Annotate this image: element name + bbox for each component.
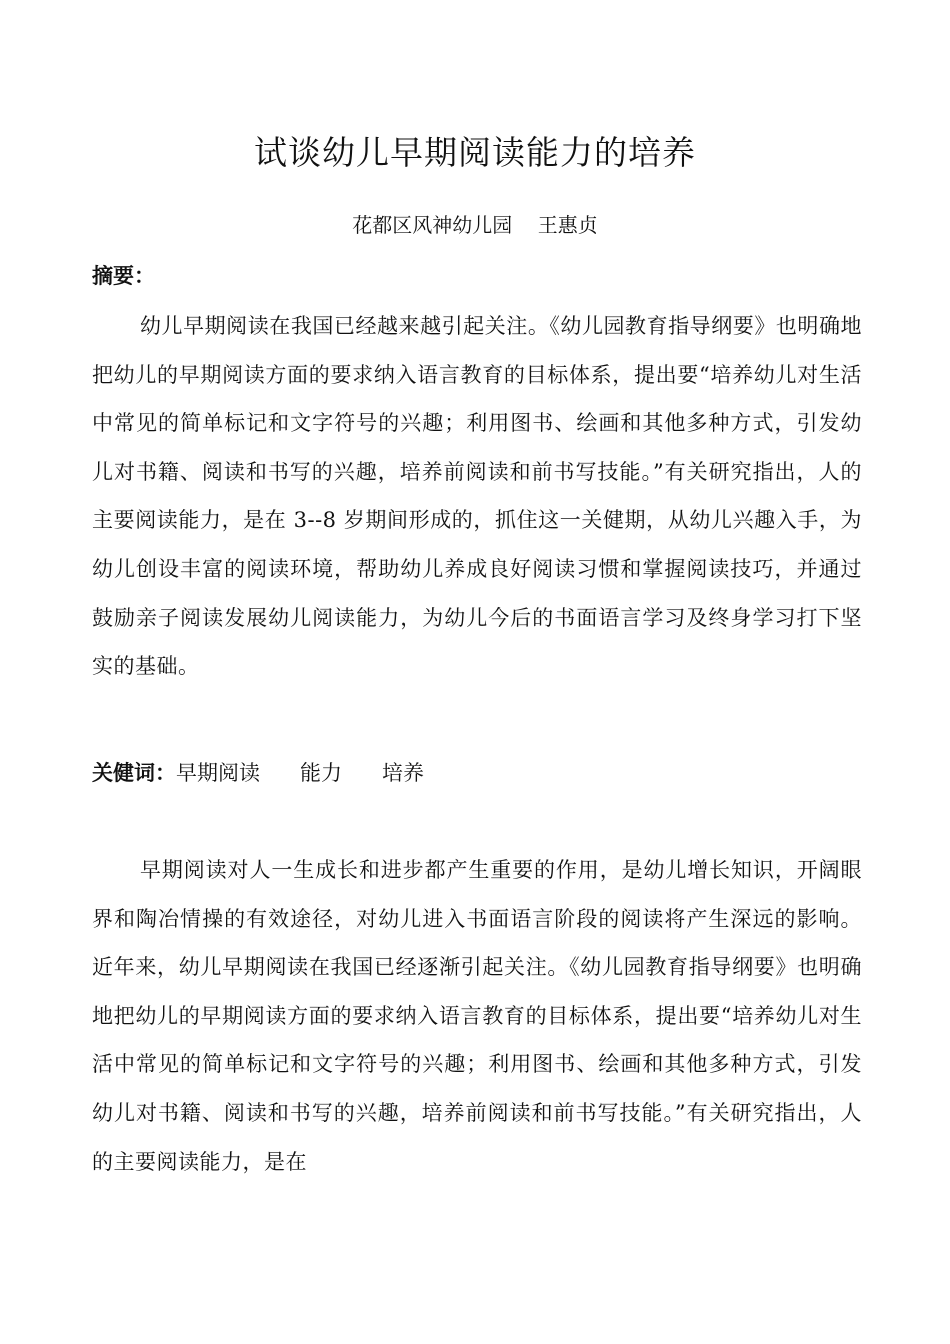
- keyword-item: 能力: [300, 761, 342, 785]
- keyword-item: 培养: [382, 761, 424, 785]
- abstract-text: 幼儿早期阅读在我国已经越来越引起关注。《幼儿园教育指导纲要》也明确地把幼儿的早期阅读方面的要求纳入语言教育的目标体系，提出要“培养幼儿对生活中常见的简单标记和文字符号的兴趣；利用图书、绘画和其他多种方式，引发幼儿对书籍、阅读和书写的兴趣，培养前阅读和前书写技能。”有关研究指出，人的主要阅读能力，是在 3--8 岁期间形成的，抓住这一关健期，从幼儿兴趣入手，为幼儿创设丰富的阅读环境，帮助幼儿养成良好阅读习惯和掌握阅读技巧，并通过鼓励亲子阅读发展幼儿阅读能力，为幼儿今后的书面语言学习及终身学习打下坚实的基础。: [92, 314, 862, 679]
- abstract-heading: 摘要：: [92, 264, 155, 288]
- body-paragraph: 早期阅读对人一生成长和进步都产生重要的作用，是幼儿增长知识，开阔眼界和陶冶情操的有效途径，对幼儿进入书面语言阶段的阅读将产生深远的影响。近年来，幼儿早期阅读在我国已经逐渐引起关注。《幼儿园教育指导纲要》也明确地把幼儿的早期阅读方面的要求纳入语言教育的目标体系，提出要“培养幼儿对生活中常见的简单标记和文字符号的兴趣；利用图书、绘画和其他多种方式，引发幼儿对书籍、阅读和书写的兴趣，培养前阅读和前书写技能。”有关研究指出，人的主要阅读能力，是在: [92, 858, 862, 1174]
- document-title: 试谈幼儿早期阅读能力的培养: [254, 133, 696, 172]
- keywords-label: 关健词：: [92, 761, 176, 785]
- author-line: 花都区风神幼儿园 王惠贞: [352, 213, 598, 237]
- keyword-item: 早期阅读: [176, 761, 260, 785]
- keywords-line: [92, 753, 424, 793]
